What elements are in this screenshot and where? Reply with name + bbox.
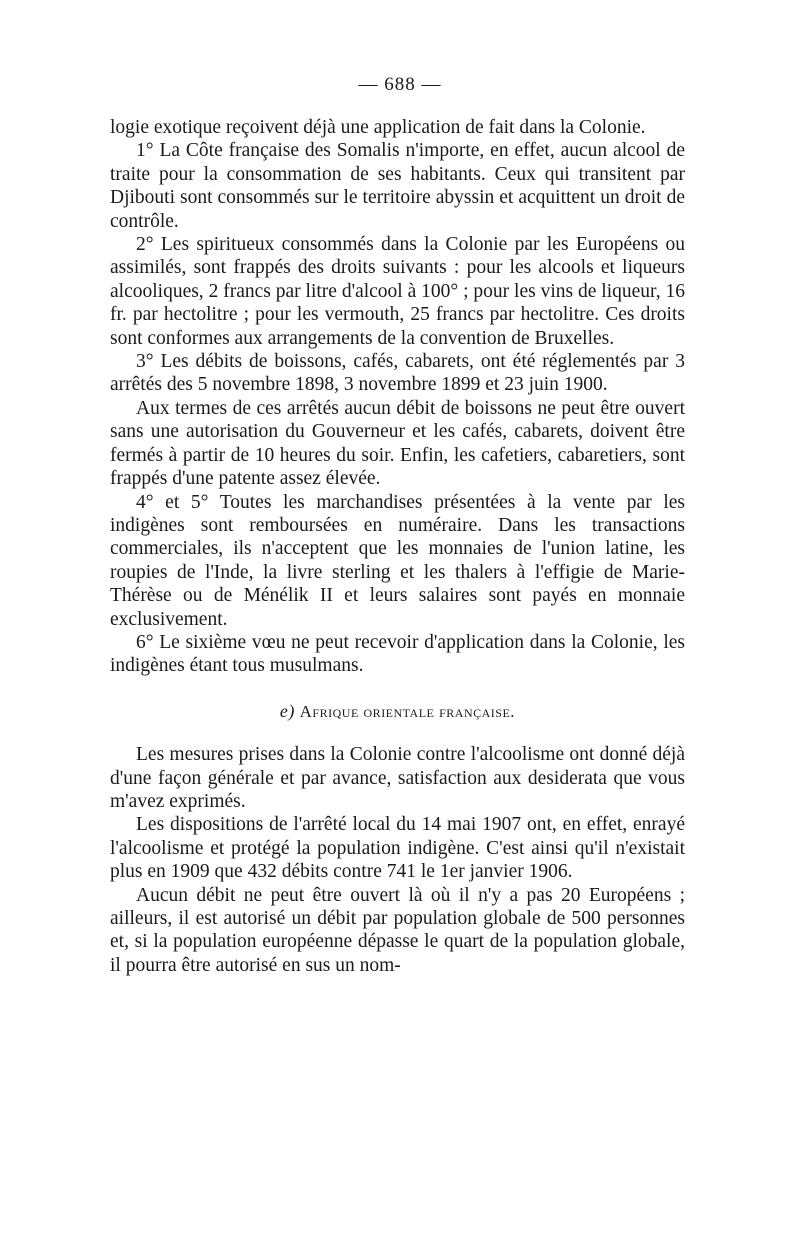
paragraph-continuation: logie exotique reçoivent déjà une application de fait dans la Colonie. (110, 117, 646, 138)
body-text (110, 116, 685, 977)
paragraph-5: 4° et 5° Toutes les marchandises présentées à la vente par les indigènes sont remboursées en numéraire. Dans les transactions commerciales, ils n'acceptent que les monnaies de l'union latine, les roupies de l'Inde, la livre sterling et les thalers à l'effigie de Marie-Thérèse ou de Ménélik II et leurs salaires sont payés en monnaie exclusivement. (110, 491, 685, 630)
section-letter: e) (279, 700, 295, 721)
paragraph-2: 2° Les spiritueux consommés dans la Colonie par les Européens ou assimilés, sont frappés des droits suivants : pour les alcools et liqueurs alcooliques, 2 francs par litre d'alcool à 100° ; pour les vins de liqueur, 16 fr. par hectolitre ; pour les vermouth, 25 francs par hectolitre. Ces droits sont conformes aux arrangements de la convention de Bruxelles. (110, 234, 685, 349)
page-number: — 688 — (358, 74, 442, 95)
paragraph-6: 6° Le sixième vœu ne peut recevoir d'application dans la Colonie, les indigènes étant tous musulmans. (110, 631, 685, 677)
paragraph-7: Les mesures prises dans la Colonie contre l'alcoolisme ont donné déjà d'une façon générale et par avance, satisfaction aux desiderata que vous m'avez exprimés. (110, 744, 685, 812)
paragraph-9: Aucun débit ne peut être ouvert là où il n'y a pas 20 Européens ; ailleurs, il est autorisé un débit par population globale de 500 personnes et, si la population européenne dépasse le quart de la population globale, il pourra être autorisé en sus un nom- (110, 884, 685, 976)
paragraph-1: 1° La Côte française des Somalis n'importe, en effet, aucun alcool de traite pour la consommation de ses habitants. Ceux qui transitent par Djibouti sont consommés sur le territoire abyssin et acquittent un droit de contrôle. (110, 140, 685, 232)
paragraph-3: 3° Les débits de boissons, cafés, cabarets, ont été réglementés par 3 arrêtés des 5 novembre 1898, 3 novembre 1899 et 23 juin 1900. (110, 351, 685, 396)
section-heading (110, 700, 685, 723)
paragraph-4: Aux termes de ces arrêtés aucun débit de boissons ne peut être ouvert sans une autorisation du Gouverneur et les cafés, cabarets, doivent être fermés à partir de 10 heures du soir. Enfin, les cafetiers, cabaretiers, sont frappés d'une patente assez élevée. (110, 397, 685, 490)
paragraph-8: Les dispositions de l'arrêté local du 14 mai 1907 ont, en effet, enrayé l'alcoolisme et protégé la population indigène. C'est ainsi qu'il n'existait plus en 1909 que 432 débits contre 741 le 1er janvier 1906. (110, 814, 685, 883)
section-title: Afrique orientale française. (299, 701, 516, 721)
